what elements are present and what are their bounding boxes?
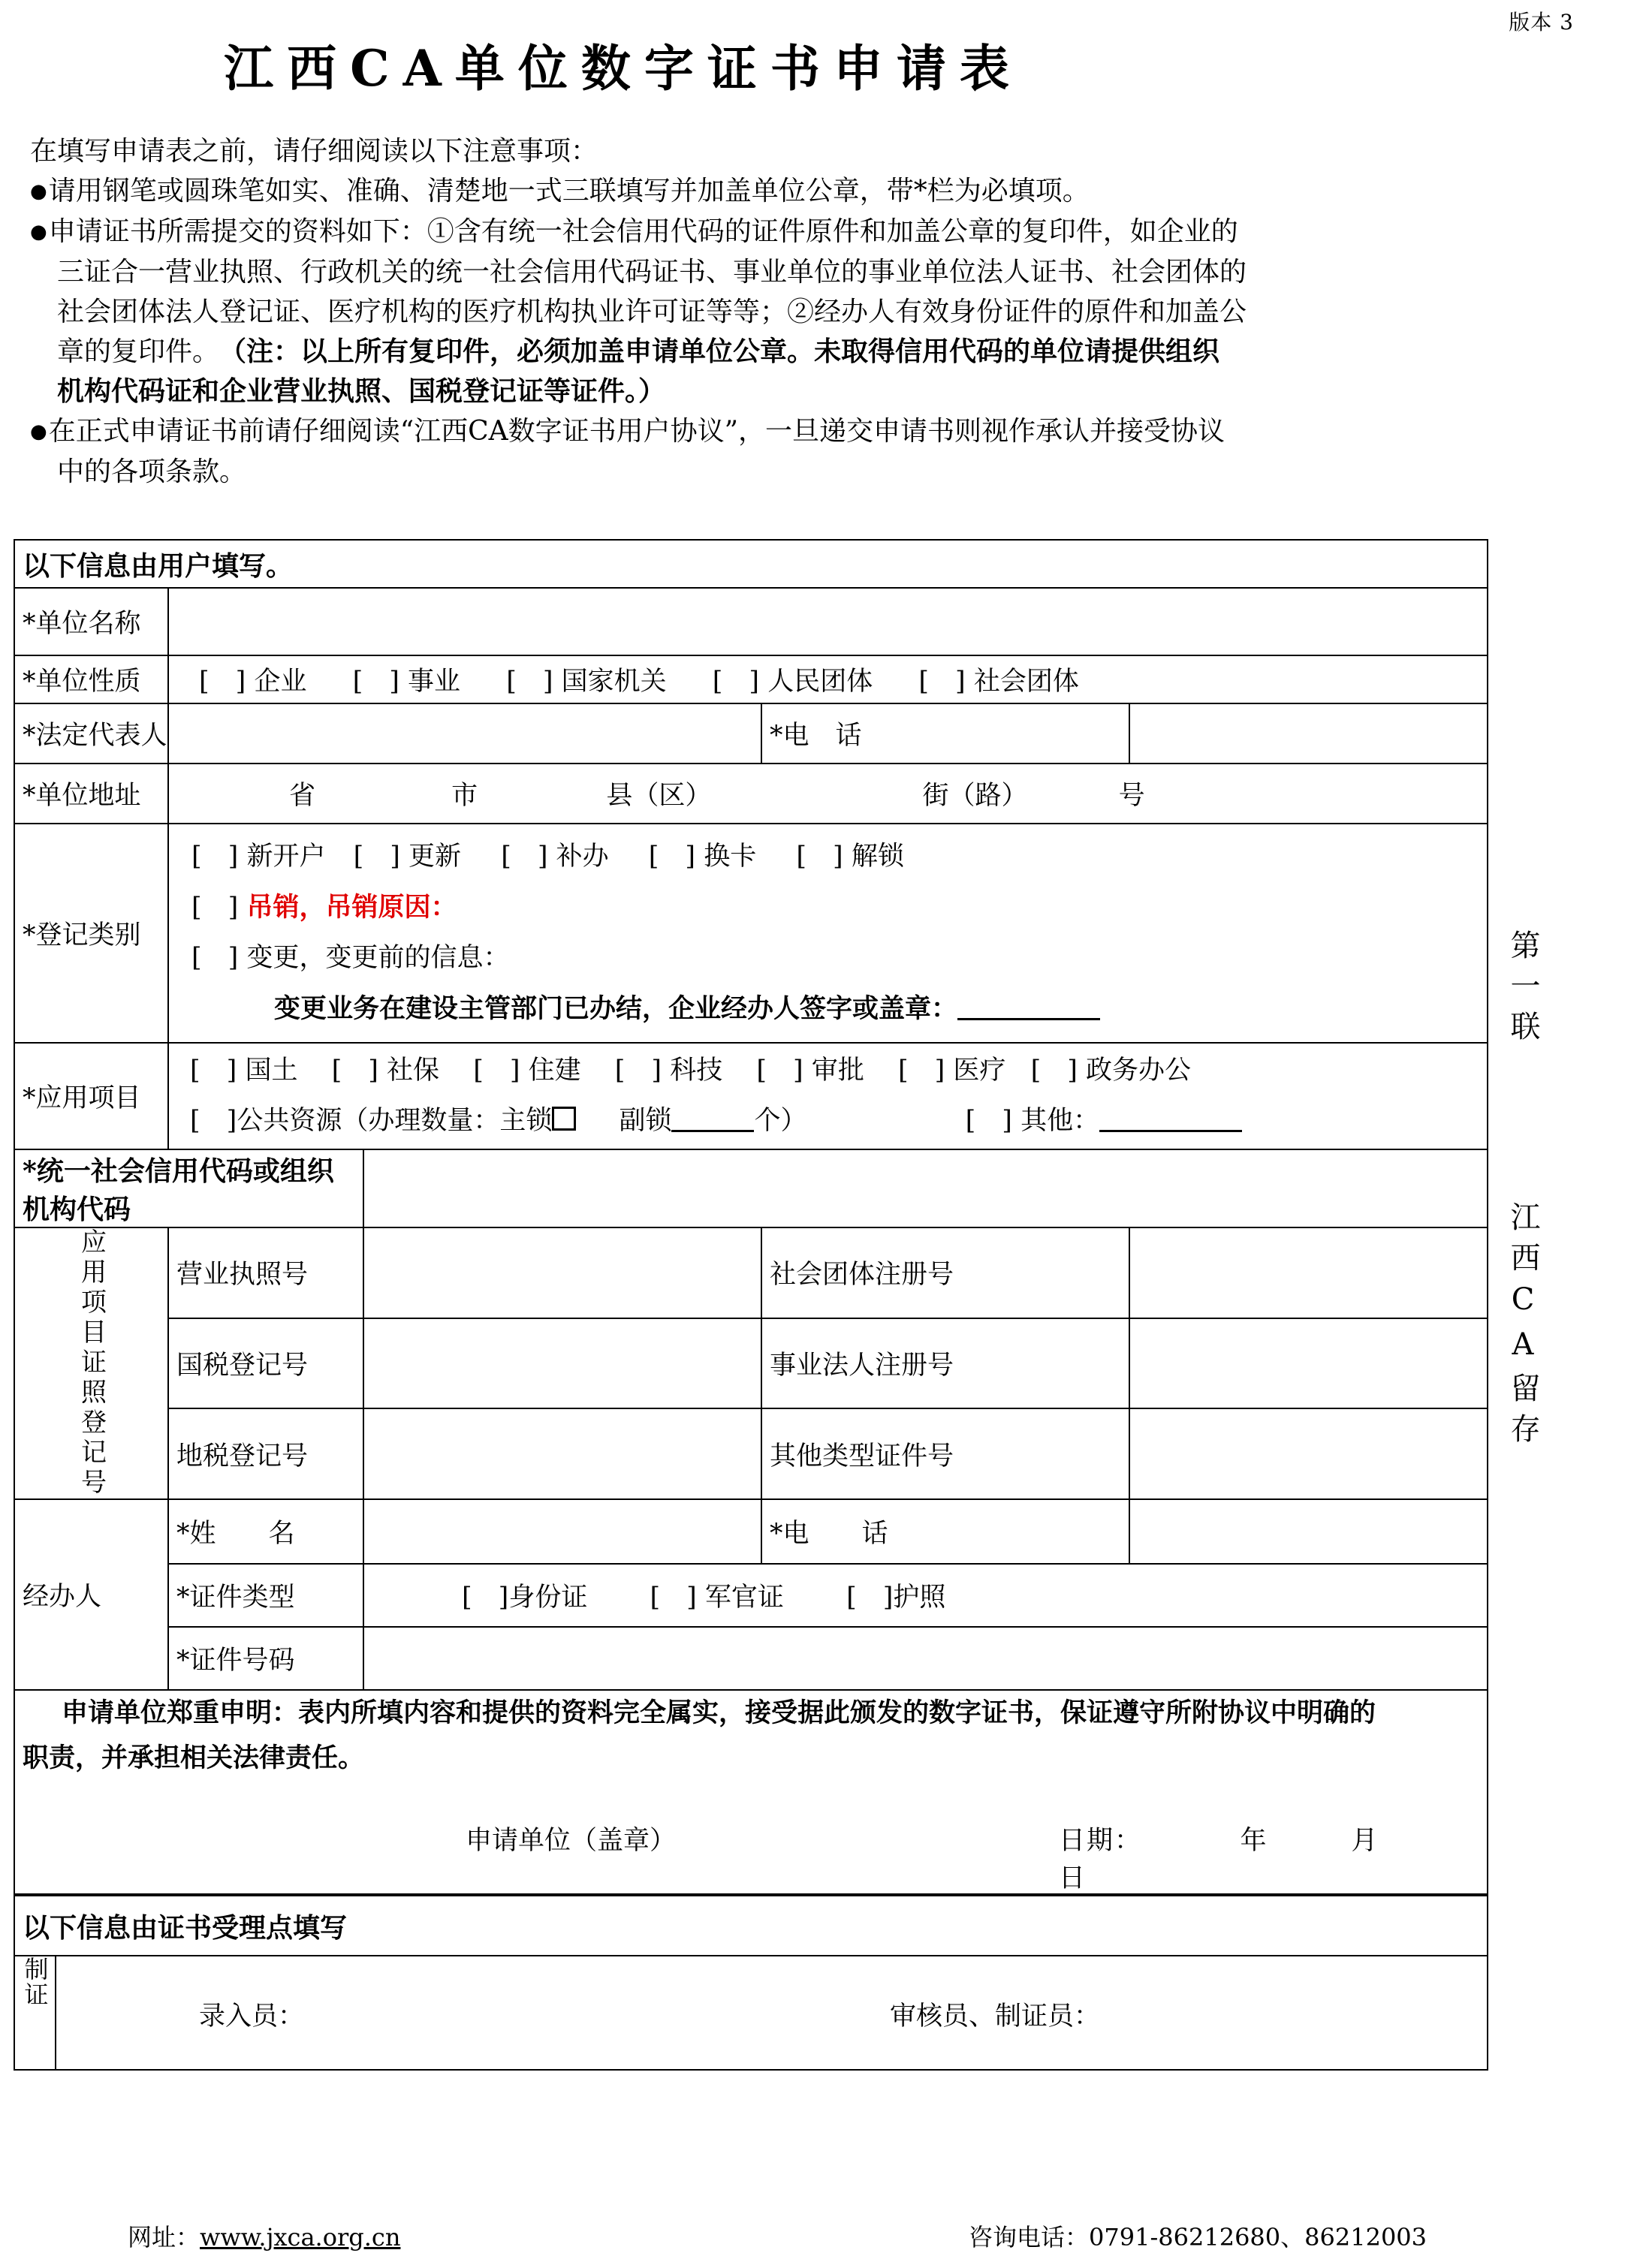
- app-public-resource-tail: 个）: [754, 1106, 807, 1136]
- instruction-bullet-2-line-3: 社会团体法人登记证、医疗机构的医疗机构执业许可证等等；②经办人有效身份证件的原件和加盖公: [57, 297, 1247, 327]
- cert-row-0-right-label: 社会团体注册号: [761, 1227, 1129, 1318]
- application-date-label[interactable]: 日期： 年 月 日: [1059, 1826, 1463, 1893]
- org-type-option-4[interactable]: 社会团体: [973, 667, 1079, 697]
- address-part-county: 县（区）: [606, 781, 712, 811]
- cert-group-label: 应用项目证照登记号: [14, 1227, 168, 1499]
- org-type-option-2[interactable]: 国家机关: [561, 667, 667, 697]
- instruction-bullet-3-line-2: 中的各项条款。: [57, 456, 247, 487]
- sub-lock-count-field[interactable]: [671, 1130, 754, 1132]
- address-part-street: 街（路）: [922, 781, 1028, 811]
- instruction-bullet-1-text: 请用钢笔或圆珠笔如实、准确、清楚地一式三联填写并加盖单位公章，带*栏为必填项。: [48, 176, 1090, 206]
- instruction-bullet-2-line-4-text: 章的复印件。: [57, 336, 207, 367]
- cert-row-2-right-input[interactable]: [1129, 1408, 1488, 1499]
- instruction-bullet-3-line-1: 在正式申请证书前请仔细阅读“江西CA数字证书用户协议”，一旦递交申请书则视作承认并接受协议: [48, 416, 1225, 447]
- application-form-table: [14, 539, 1488, 2071]
- phone-label: 咨询电话：: [969, 2223, 1090, 2251]
- app-item-option-4[interactable]: 审批: [811, 1056, 864, 1086]
- app-item-option-2[interactable]: 住建: [528, 1056, 581, 1086]
- agent-id-type-option-1[interactable]: 军官证: [704, 1583, 784, 1613]
- cert-row-1-right-input[interactable]: [1129, 1318, 1488, 1409]
- cert-row-0-right-input[interactable]: [1129, 1227, 1488, 1318]
- table-row: [14, 1227, 1488, 1318]
- cert-row-2-left-input[interactable]: [363, 1408, 761, 1499]
- address-part-number: 号: [1118, 781, 1145, 811]
- instructions-lead-text: 在填写申请表之前，请仔细阅读以下注意事项：: [30, 136, 598, 167]
- reg-type-option-0[interactable]: 新开户: [246, 842, 326, 872]
- instruction-bullet-2-line-1: 申请证书所需提交的资料如下：①含有统一社会信用代码的证件原件和加盖公章的复印件，如企业的: [48, 216, 1238, 247]
- agent-id-type-label: *证件类型: [168, 1564, 363, 1627]
- auditor-label[interactable]: 审核员、制证员：: [890, 2001, 1101, 2032]
- table-row: [14, 655, 1488, 703]
- cert-row-1-right-label: 事业法人注册号: [761, 1318, 1129, 1409]
- user-section-heading: 以下信息由用户填写。: [14, 540, 1488, 588]
- website-block: [128, 2218, 400, 2253]
- app-item-line-1: [ ] 国土 [ ] 社保 [ ] 住建 [ ] 科技 [ ] 审批 [ ] 医疗 [ ] 政务办公: [190, 1056, 1192, 1086]
- address-label: *单位地址: [14, 764, 168, 824]
- instruction-bullet-2-line-4: [30, 332, 1577, 372]
- org-name-label: *单位名称: [14, 588, 168, 655]
- reg-type-option-3[interactable]: 换卡: [704, 842, 757, 872]
- agent-id-type-options[interactable]: [ ]身份证 [ ] 军官证 [ ]护照: [363, 1564, 1488, 1627]
- table-row: [14, 824, 1488, 1043]
- declaration-block: [14, 1690, 1488, 1781]
- operator-label[interactable]: 录入员：: [199, 2001, 305, 2032]
- agent-id-type-option-2[interactable]: 护照: [893, 1583, 946, 1613]
- table-row: [14, 540, 1488, 588]
- table-row: [14, 1043, 1488, 1149]
- reg-type-option-1[interactable]: 更新: [408, 842, 462, 872]
- table-row: [14, 588, 1488, 655]
- reg-type-options[interactable]: [168, 824, 1488, 1043]
- make-cert-fields: [56, 1956, 1488, 2070]
- reg-type-line-1: [ ] 新开户 [ ] 更新 [ ] 补办 [ ] 换卡 [ ] 解锁: [191, 842, 904, 872]
- reg-change-signature-field[interactable]: [957, 1018, 1100, 1020]
- table-row: [14, 703, 1488, 764]
- credit-code-input[interactable]: [363, 1149, 1488, 1227]
- agent-phone-label: *电 话: [761, 1499, 1129, 1564]
- table-row: [14, 1408, 1488, 1499]
- app-sub-lock-label: 副锁: [619, 1106, 672, 1136]
- table-row: [14, 764, 1488, 824]
- app-item-label: *应用项目: [14, 1043, 168, 1149]
- app-item-option-0[interactable]: 国土: [245, 1056, 298, 1086]
- agent-id-no-input[interactable]: [363, 1627, 1488, 1690]
- app-item-options[interactable]: [168, 1043, 1488, 1149]
- reg-change-note: 变更业务在建设主管部门已办结，企业经办人签字或盖章：: [274, 993, 958, 1024]
- reg-type-line-2: [ ] 吊销，吊销原因：: [191, 892, 457, 923]
- table-row: [14, 1895, 1488, 1956]
- agent-name-label: *姓 名: [168, 1499, 363, 1564]
- instruction-note-bold-1: （注：以上所有复印件，必须加盖申请单位公章。未取得信用代码的单位请提供组织: [233, 336, 1220, 367]
- declaration-line-2: 职责，并承担相关法律责任。: [23, 1742, 365, 1773]
- instruction-bullet-2-line-2: 三证合一营业执照、行政机关的统一社会信用代码证书、事业单位的事业单位法人证书、社会团体的: [57, 257, 1247, 288]
- declaration-line-1-text: 申请单位郑重申明：表内所填内容和提供的资料完全属实，接受据此颁发的数字证书，保证遵守所附协议中明确的: [62, 1697, 1376, 1728]
- agent-phone-input[interactable]: [1129, 1499, 1488, 1564]
- website-label: 网址：: [128, 2223, 200, 2251]
- applicant-stamp-label: 申请单位（盖章）: [466, 1826, 677, 1856]
- acceptance-section-heading: 以下信息由证书受理点填写: [14, 1895, 1488, 1956]
- bullet-dot-icon: ●: [30, 221, 47, 243]
- reg-type-label: *登记类别: [14, 824, 168, 1043]
- table-row: [14, 1318, 1488, 1409]
- instructions-block: [30, 131, 1577, 492]
- legal-rep-label: *法定代表人: [14, 703, 168, 764]
- declaration-line-1: [23, 1691, 1479, 1736]
- app-item-option-1[interactable]: 社保: [387, 1056, 440, 1086]
- agent-label: 经办人: [14, 1499, 168, 1690]
- cert-row-0-left-input[interactable]: [363, 1227, 761, 1318]
- address-part-province: 省: [289, 781, 316, 811]
- cert-row-2-left-label: 地税登记号: [168, 1408, 363, 1499]
- table-row: [14, 1149, 1488, 1227]
- app-item-option-6[interactable]: 政务办公: [1086, 1056, 1192, 1086]
- instruction-bullet-1: [30, 171, 1577, 212]
- app-other-label[interactable]: 其他：: [1020, 1106, 1100, 1136]
- cert-row-2-right-label: 其他类型证件号: [761, 1408, 1129, 1499]
- org-type-option-1[interactable]: 事业: [408, 667, 461, 697]
- main-lock-checkbox[interactable]: [552, 1107, 576, 1131]
- address-input[interactable]: [168, 764, 1488, 824]
- instruction-bullet-2: [30, 212, 1577, 411]
- app-item-option-3[interactable]: 科技: [670, 1056, 723, 1086]
- signature-block: [14, 1781, 1488, 1895]
- page-title: 江西CA单位数字证书申请表: [224, 39, 1023, 98]
- copy-number-label: 第一联: [1506, 929, 1540, 1051]
- app-other-field[interactable]: [1099, 1130, 1242, 1132]
- legal-rep-input[interactable]: [168, 703, 761, 764]
- website-link[interactable]: www.jxca.org.cn: [200, 2223, 401, 2251]
- bullet-dot-icon: ●: [30, 420, 47, 443]
- agent-id-no-label: *证件号码: [168, 1627, 363, 1690]
- reg-type-line-3: [ ] 变更，变更前的信息：: [191, 943, 510, 973]
- table-row: [14, 1781, 1488, 1895]
- table-row: [14, 1499, 1488, 1564]
- legal-rep-phone-input[interactable]: [1129, 703, 1488, 764]
- app-public-resource-label[interactable]: 公共资源（办理数量：主锁: [237, 1106, 553, 1136]
- agent-id-type-option-0[interactable]: 身份证: [508, 1583, 588, 1613]
- phone-number: 0791-86212680、86212003: [1089, 2223, 1427, 2251]
- agent-name-input[interactable]: [363, 1499, 761, 1564]
- reg-type-revoke-label[interactable]: 吊销，吊销原因：: [246, 892, 457, 923]
- table-row: [14, 1690, 1488, 1781]
- version-label: 版本 3: [1509, 10, 1574, 35]
- reg-type-line-4: [176, 983, 1479, 1035]
- org-type-options[interactable]: [ ] 企业 [ ] 事业 [ ] 国家机关 [ ] 人民团体 [ ] 社会团体: [168, 655, 1488, 703]
- table-row: [14, 1564, 1488, 1627]
- cert-row-1-left-label: 国税登记号: [168, 1318, 363, 1409]
- app-item-line-2: [ ]公共资源（办理数量：主锁 副锁 个） [ ] 其他：: [176, 1096, 1479, 1146]
- instruction-note-bold-2: 机构代码证和企业营业执照、国税登记证等证件。）: [57, 375, 666, 407]
- reg-type-change-label[interactable]: 变更，变更前的信息：: [246, 943, 510, 973]
- reg-type-option-4[interactable]: 解锁: [851, 842, 904, 872]
- cert-row-0-left-label: 营业执照号: [168, 1227, 363, 1318]
- org-type-option-0[interactable]: 企业: [254, 667, 307, 697]
- table-row: [14, 1956, 1488, 2070]
- cert-row-1-left-input[interactable]: [363, 1318, 761, 1409]
- address-part-city: 市: [451, 781, 478, 811]
- org-type-option-3[interactable]: 人民团体: [767, 667, 873, 697]
- make-cert-label: 制证: [14, 1956, 56, 2070]
- credit-code-label: *统一社会信用代码或组织机构代码: [14, 1149, 363, 1227]
- bullet-dot-icon: ●: [30, 180, 47, 203]
- instruction-bullet-3: [30, 411, 1577, 492]
- org-type-label: *单位性质: [14, 655, 168, 703]
- phone-block: [969, 2218, 1427, 2253]
- table-row: [14, 1627, 1488, 1690]
- app-item-option-5[interactable]: 医疗: [953, 1056, 1006, 1086]
- retainer-label: 江西CA留存: [1506, 1201, 1540, 1453]
- legal-rep-phone-label: *电 话: [761, 703, 1129, 764]
- reg-type-option-2[interactable]: 补办: [556, 842, 609, 872]
- instructions-lead: [30, 131, 1577, 171]
- org-name-input[interactable]: [168, 588, 1488, 655]
